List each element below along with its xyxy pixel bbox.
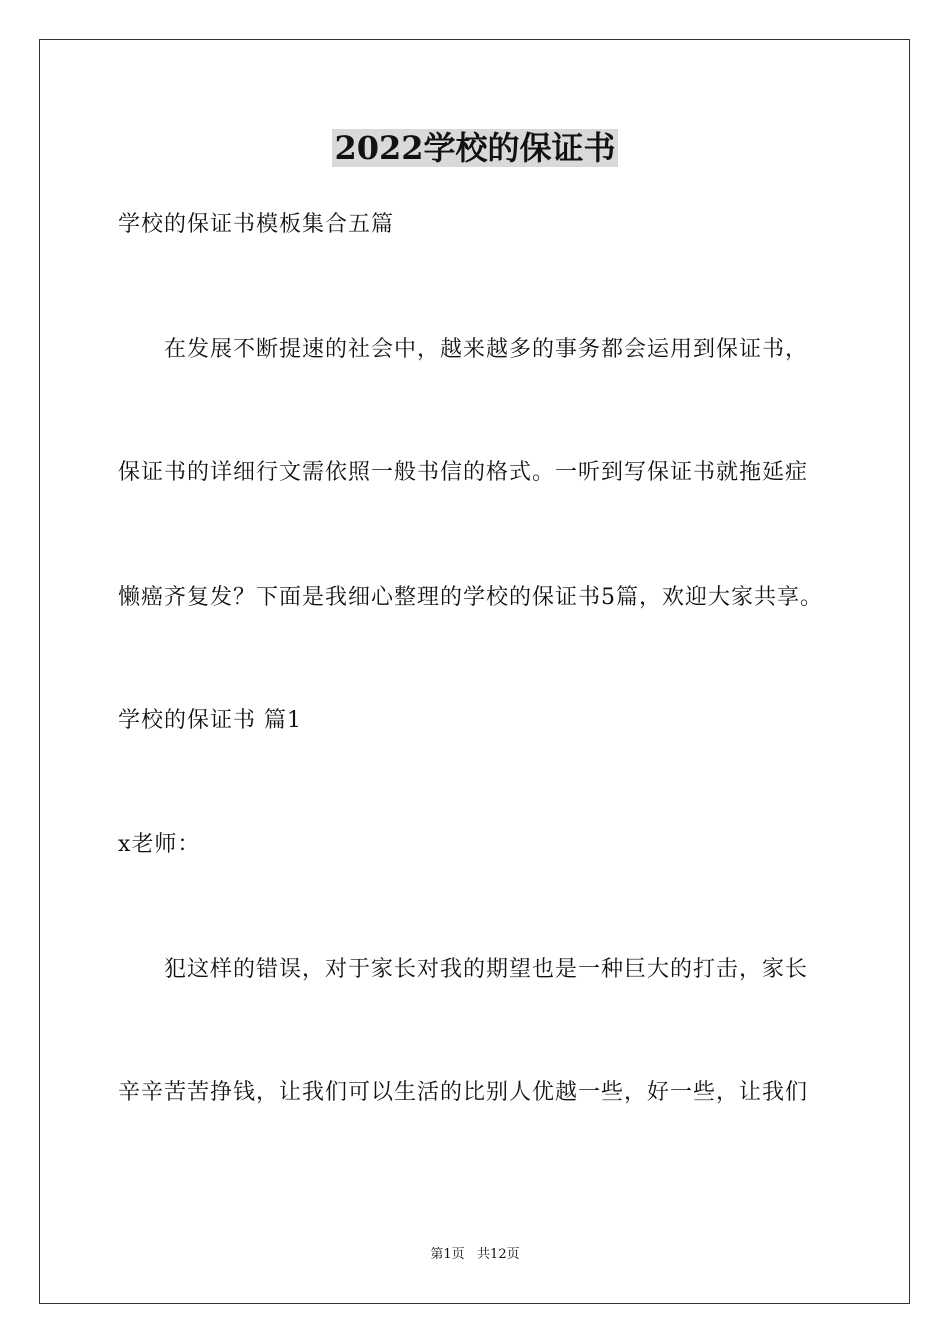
paragraph-line: 在发展不断提速的社会中，越来越多的事务都会运用到保证书，	[164, 337, 809, 362]
paragraph-line: 犯这样的错误，对于家长对我的期望也是一种巨大的打击，家长	[164, 957, 809, 982]
salutation-line: x老师：	[118, 832, 201, 857]
paragraph-line: 保证书的详细行文需依照一般书信的格式。一听到写保证书就拖延症	[118, 460, 809, 485]
paragraph-line: 懒癌齐复发？下面是我细心整理的学校的保证书5篇，欢迎大家共享。	[118, 585, 823, 610]
section-heading: 学校的保证书 篇1	[118, 708, 302, 733]
paragraph-line: 辛辛苦苦挣钱，让我们可以生活的比别人优越一些，好一些，让我们	[118, 1080, 809, 1105]
subtitle-line: 学校的保证书模板集合五篇	[118, 212, 395, 237]
document-title-text: 2022学校的保证书	[334, 129, 616, 167]
document-title	[0, 128, 950, 168]
page-footer: 第1页 共12页	[430, 1247, 520, 1262]
